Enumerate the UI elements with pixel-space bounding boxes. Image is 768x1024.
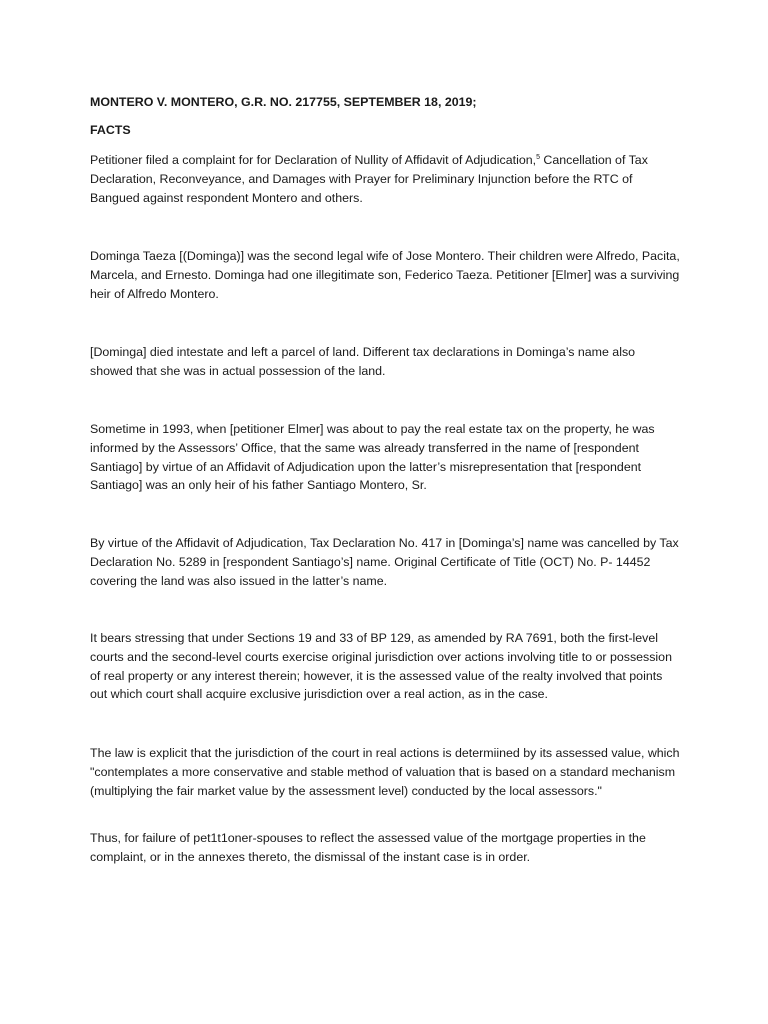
paragraph-assessed-value: The law is explicit that the jurisdiction of the court in real actions is determiined by its assessed value, which "contemplates a more conservative and stable method of valuation that is based on a standard mechanism (multiplying the fair market value by the assessment level) conducted by the local assessors." bbox=[90, 746, 680, 798]
case-title: MONTERO V. MONTERO, G.R. NO. 217755, SEPTEMBER 18, 2019; bbox=[90, 95, 477, 109]
paragraph-jurisdiction-bp129: It bears stressing that under Sections 19 and 33 of BP 129, as amended by RA 7691, both the first-level courts and the second-level courts exercise original jurisdiction over actions involving title to or possession of real property or any interest therein; however, it is the assessed value of the realty involved that points out which court shall acquire exclusive jurisdiction over a real action, as in the case. bbox=[90, 631, 672, 702]
paragraph-complaint-text-start: Petitioner filed a complaint for for Declaration of Nullity of Affidavit of Adjudication, bbox=[90, 153, 537, 167]
paragraph-dominga-death: [Dominga] died intestate and left a parcel of land. Different tax declarations in Dominga’s name also showed that she was in actual possession of the land. bbox=[90, 345, 636, 378]
footnote-marker: 5 bbox=[536, 153, 540, 161]
paragraph-tax-declaration: By virtue of the Affidavit of Adjudication, Tax Declaration No. 417 in [Dominga’s] name was cancelled by Tax Declaration No. 5289 in [respondent Santiago’s] name. Original Certificate of Title (OCT) No. P- 14452 covering the land was also issued in the latter’s name. bbox=[90, 536, 679, 588]
paragraph-complaint-text-end: Cancellation of Tax Declaration, Reconveyance, and Damages with Prayer for Preliminary Injunction before the RTC of Bangued against respondent Montero and others. bbox=[90, 153, 648, 205]
paragraph-dominga-family: Dominga Taeza [(Dominga)] was the second legal wife of Jose Montero. Their children were Alfredo, Pacita, Marcela, and Ernesto. Dominga had one illegitimate son, Federico Taeza. Petitioner [Elmer] was a surviving heir of Alfredo Montero. bbox=[90, 249, 680, 301]
paragraph-tax-transfer: Sometime in 1993, when [petitioner Elmer] was about to pay the real estate tax on the property, he was informed by the Assessors’ Office, that the same was already transferred in the name of [respondent Santiago] by virtue of an Affidavit of Adjudication upon the latter’s misrepresentation that [respondent Santiago] was an only heir of his father Santiago Montero, Sr. bbox=[90, 422, 655, 493]
section-heading-facts: FACTS bbox=[90, 123, 131, 137]
paragraph-complaint bbox=[90, 151, 680, 207]
paragraph-dismissal: Thus, for failure of pet1t1oner-spouses to reflect the assessed value of the mortgage properties in the complaint, or in the annexes thereto, the dismissal of the instant case is in order. bbox=[90, 831, 646, 864]
